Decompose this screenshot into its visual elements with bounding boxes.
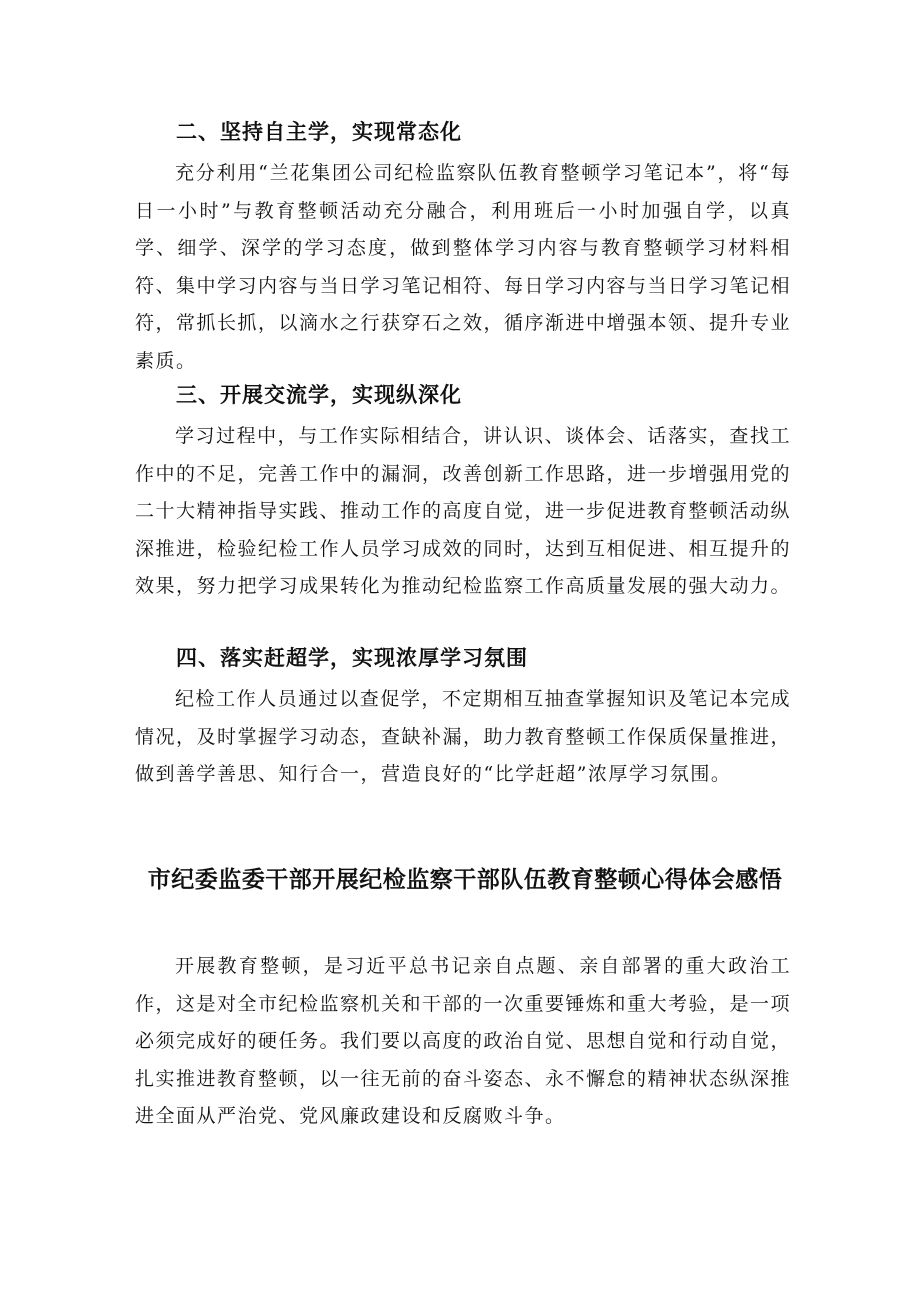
section-heading-2: 二、坚持自主学，实现常态化	[176, 120, 462, 144]
section-heading-4: 四、落实赶超学，实现浓厚学习氛围	[176, 646, 528, 670]
section-body-4: 纪检工作人员通过以查促学，不定期相互抽查掌握知识及笔记本完成情况，及时掌握学习动态，查缺补漏，助力教育整顿工作保质保量推进，做到善学善思、知行合一，营造良好的“比学赶超”浓厚学习氛围。	[135, 688, 792, 785]
article-body: 开展教育整顿，是习近平总书记亲自点题、亲自部署的重大政治工作，这是对全市纪检监察机关和干部的一次重要锤炼和重大考验，是一项必须完成好的硬任务。我们要以高度的政治自觉、思想自觉和行动自觉，扎实推进教育整顿，以一往无前的奋斗姿态、永不懈怠的精神状态纵深推进全面从严治党、党风廉政建设和反腐败斗争。	[135, 955, 792, 1127]
section-body-2: 充分利用“兰花集团公司纪检监察队伍教育整顿学习笔记本”，将“每日一小时”与教育整顿活动充分融合，利用班后一小时加强自学，以真学、细学、深学的学习态度，做到整体学习内容与教育整顿学习材料相符、集中学习内容与当日学习笔记相符、每日学习内容与当日学习笔记相符，常抓长抓，以滴水之行获穿石之效，循序渐进中增强本领、提升专业素质。	[135, 162, 792, 372]
article-title: 市纪委监委干部开展纪检监察干部队伍教育整顿心得体会感悟	[147, 867, 783, 893]
section-heading-3: 三、开展交流学，实现纵深化	[176, 383, 462, 407]
section-body-3: 学习过程中，与工作实际相结合，讲认识、谈体会、话落实，查找工作中的不足，完善工作中的漏洞，改善创新工作思路，进一步增强用党的二十大精神指导实践、推动工作的高度自觉，进一步促进教育整顿活动纵深推进，检验纪检工作人员学习成效的同时，达到互相促进、相互提升的效果，努力把学习成果转化为推动纪检监察工作高质量发展的强大动力。	[135, 425, 792, 597]
